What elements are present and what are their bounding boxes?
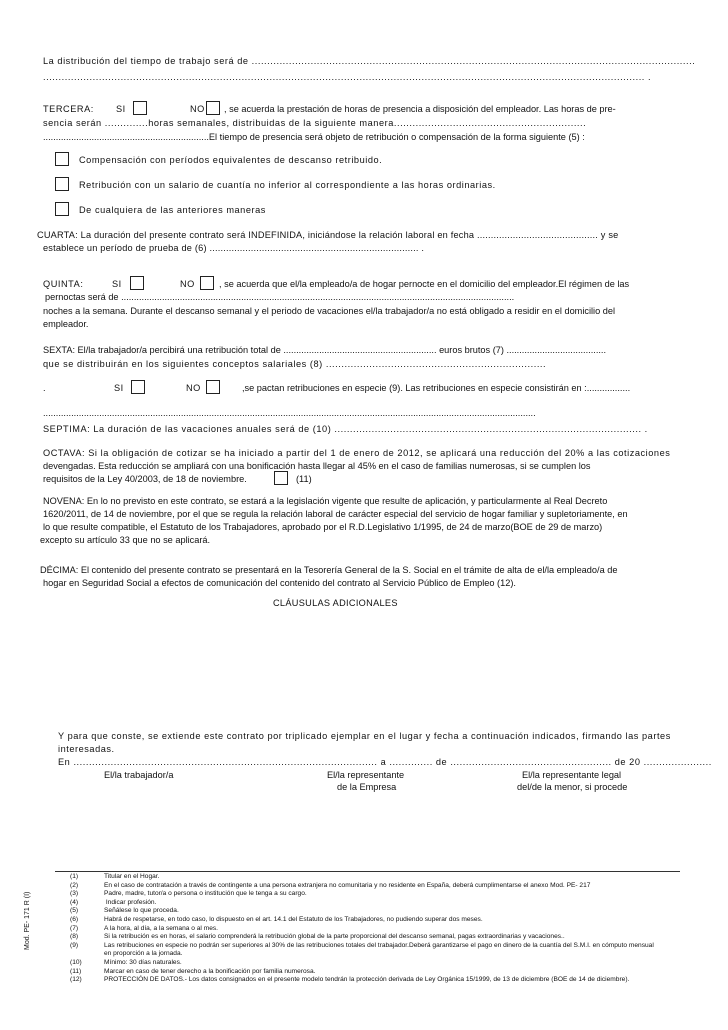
quinta-no-label: NO	[180, 279, 195, 289]
footnote-item	[70, 942, 654, 951]
footnote-item	[70, 968, 315, 977]
tercera-si-label: SI	[116, 104, 126, 114]
clause-octava-line-1: OCTAVA: Si la obligación de cotizar se ha iniciado a partir del 1 de enero de 2012, se aplicará una reducción del 20% a las cotizaciones	[43, 448, 671, 458]
option-cualquiera-label: De cualquiera de las anteriores maneras	[79, 205, 266, 215]
signature-legal-2: del/de la menor, si procede	[517, 782, 628, 792]
clause-novena-line-4: excepto su artículo 33 que no se aplicará.	[40, 535, 211, 545]
footnote-separator	[55, 871, 680, 872]
octava-footnote-ref: (11)	[296, 474, 312, 484]
tercera-no-label: NO	[190, 104, 205, 114]
footnote-text: en proporción a la jornada.	[104, 950, 183, 958]
footnote-item	[70, 907, 179, 916]
clausulas-adicionales-title: CLÁUSULAS ADICIONALES	[273, 598, 398, 608]
footnote-item	[70, 925, 218, 934]
footnote-number: (6)	[70, 916, 79, 923]
closing-line-2: interesadas.	[58, 744, 115, 754]
footnote-text: Señálese lo que proceda.	[104, 907, 179, 915]
quinta-line-2: pernoctas será de ..........................................................................................................................................................	[45, 292, 515, 302]
clause-octava-line-3: requisitos de la Ley 40/2003, de 18 de noviembre.	[43, 474, 247, 484]
footnote-item	[70, 873, 159, 882]
footnote-number: (3)	[70, 890, 79, 898]
footnote-item	[70, 959, 182, 968]
quinta-line-4: empleador.	[43, 319, 89, 329]
tercera-no-checkbox[interactable]	[206, 101, 220, 115]
footnote-text: Padre, madre, tutor/a o persona o institución que le tenga a su cargo.	[104, 890, 307, 898]
footnote-item	[70, 882, 590, 891]
clause-novena-line-1: NOVENA: En lo no previsto en este contrato, se estará a la legislación vigente que resulte de aplicación, y particularmente al Real Decreto	[43, 496, 608, 506]
option-retribucion-label: Retribución con un salario de cuantía no inferior al correspondiente a las horas ordinarias.	[79, 180, 496, 190]
option-retribucion-checkbox[interactable]	[55, 177, 69, 191]
footnote-text: En el caso de contratación a través de contingente a una persona extranjera no comunitaria y no residente en España, deberá cumplimentarse el anexo Mod. PE- 217	[104, 881, 591, 889]
footnote-text: Indicar profesión.	[104, 898, 157, 906]
footnote-item	[70, 950, 182, 959]
especie-bullet: .	[43, 383, 46, 393]
quinta-si-label: SI	[112, 279, 122, 289]
signature-legal-1: El/la representante legal	[522, 770, 622, 780]
option-compensacion-label: Compensación con períodos equivalentes de descanso retribuido.	[79, 155, 383, 165]
footnote-text: Mínimo: 30 días naturales.	[104, 959, 182, 966]
footnote-number: (10)	[70, 959, 82, 966]
footnote-text: Si la retribución es en horas, el salario comprenderá la retribución global de la parte proporcional del descanso semanal, pagas extraordinarias y vacaciones..	[104, 933, 565, 941]
especie-text: ,se pactan retribuciones en especie (9). Las retribuciones en especie consistirán en :.................	[242, 383, 631, 393]
footnote-item	[70, 899, 156, 908]
clause-decima-line-1: DÉCIMA: El contenido del presente contrato se presentará en la Tesorería General de la S. Social en el trámite de alta de el/la empleado/a de	[40, 565, 618, 575]
clause-cuarta-line-1: CUARTA: La duración del presente contrato será INDEFINIDA, iniciándose la relación laboral en fecha ............................................ y se	[37, 230, 619, 240]
footnote-text: Las retribuciones en especie no podrán ser superiores al 30% de las retribuciones totales del trabajador.Deberá garantizarse el pago en dinero de la cuantía del S.M.I. en cómputo mensual	[104, 941, 654, 949]
clause-novena-line-2: 1620/2011, de 14 de noviembre, por el que se regula la relación laboral de carácter especial del servicio de hogar familiar y supletoriamente, en	[43, 509, 628, 519]
footnote-number: (4)	[70, 898, 79, 906]
quinta-no-checkbox[interactable]	[200, 276, 214, 290]
clause-septima: SEPTIMA: La duración de las vacaciones anuales será de (10) ................................................................................................... .	[43, 424, 648, 434]
model-side-label: Mod. PE- 171 R (I)	[24, 891, 31, 950]
option-cualquiera-checkbox[interactable]	[55, 202, 69, 216]
clause-sexta-line-1: SEXTA: El/la trabajador/a percibirá una retribución total de ............................................................ euros brutos (7) .......................................	[43, 345, 607, 355]
footnote-item	[70, 933, 565, 942]
quinta-si-checkbox[interactable]	[130, 276, 144, 290]
tercera-line-2: sencia serán ..............horas semanales, distribuidas de la siguiente manera..............................................................	[43, 118, 587, 128]
footnote-number: (1)	[70, 873, 79, 880]
footnote-number: (2)	[70, 881, 79, 889]
footnote-number: (9)	[70, 941, 79, 949]
especie-si-checkbox[interactable]	[131, 380, 145, 394]
intro-line-2: .................................................................................................................................................................................................. .	[43, 72, 652, 82]
clause-cuarta-line-2: establece un período de prueba de (6) ............................................................................ .	[43, 243, 425, 253]
footnote-number: (8)	[70, 933, 79, 941]
especie-no-checkbox[interactable]	[206, 380, 220, 394]
footnote-text: Marcar en caso de tener derecho a la bonificación por familia numerosa.	[104, 967, 316, 975]
clause-novena-line-3: lo que resulte compatible, el Estatuto de los Trabajadores, aprobado por el R.D.Legislativo 1/1995, de 24 de marzo(BOE de 29 de marzo)	[43, 522, 603, 532]
footnote-number: (12)	[70, 976, 82, 984]
tercera-text: , se acuerda la prestación de horas de presencia a disposición del empleador. Las horas de pre-	[224, 104, 616, 114]
footnote-number: (5)	[70, 907, 79, 915]
footnote-item	[70, 916, 483, 925]
footnote-text: Titular en el Hogar.	[104, 873, 160, 880]
footnote-text: Habrá de respetarse, en todo caso, lo dispuesto en el art. 14.1 del Estatuto de los Trabajadores, no pudiendo superar dos meses.	[104, 916, 483, 923]
quinta-text: , se acuerda que el/la empleado/a de hogar pernocte en el domicilio del empleador.El régimen de las	[219, 279, 630, 289]
especie-no-label: NO	[186, 383, 201, 393]
footnote-item	[70, 976, 629, 985]
clause-quinta-label: QUINTA:	[43, 279, 84, 289]
footnote-text: PROTECCIÓN DE DATOS.- Los datos consignados en el presente modelo tendrán la protección derivada de Ley Orgánica 15/1999, de 13 de diciembre (BOE de 14 de diciembre).	[104, 976, 630, 984]
footnote-number: (7)	[70, 924, 79, 932]
clause-decima-line-2: hogar en Seguridad Social a efectos de comunicación del contenido del contrato al Servicio Público de Empleo (12).	[43, 578, 516, 588]
octava-bonificacion-checkbox[interactable]	[274, 471, 288, 485]
clause-tercera-label: TERCERA:	[43, 104, 94, 114]
closing-date-line: En .................................................................................................. a .............. de .................................................... de 20 ......................	[58, 757, 712, 767]
signature-company-1: El/la representante	[327, 770, 405, 780]
clause-sexta-line-2: que se distribuirán en los siguientes conceptos salariales (8) .......................................................................	[43, 359, 547, 369]
quinta-line-3: noches a la semana. Durante el descanso semanal y el periodo de vacaciones el/la trabajador/a no está obligado a residir en el domicilio del	[43, 306, 616, 316]
option-compensacion-checkbox[interactable]	[55, 152, 69, 166]
signature-company-2: de la Empresa	[337, 782, 397, 792]
especie-si-label: SI	[114, 383, 124, 393]
especie-line-2: .................................................................................................................................................................................................	[43, 408, 536, 418]
tercera-si-checkbox[interactable]	[133, 101, 147, 115]
signature-worker: El/la trabajador/a	[104, 770, 174, 780]
footnote-item	[70, 890, 307, 899]
closing-line-1: Y para que conste, se extiende este contrato por triplicado ejemplar en el lugar y fecha a continuación indicados, firmando las partes	[58, 731, 671, 741]
tercera-line-3: .................................................................El tiempo de presencia será objeto de retribución o compensación de la forma siguiente (5) :	[43, 132, 585, 142]
footnote-text: A la hora, al día, a la semana o al mes.	[104, 924, 218, 932]
clause-octava-line-2: devengadas. Esta reducción se ampliará con una bonificación hasta llegar al 45% en el caso de familias numerosas, si se cumplen los	[43, 461, 591, 471]
intro-line-1: La distribución del tiempo de trabajo será de ...............................................................................................................................................	[43, 56, 696, 66]
footnote-number: (11)	[70, 967, 82, 975]
